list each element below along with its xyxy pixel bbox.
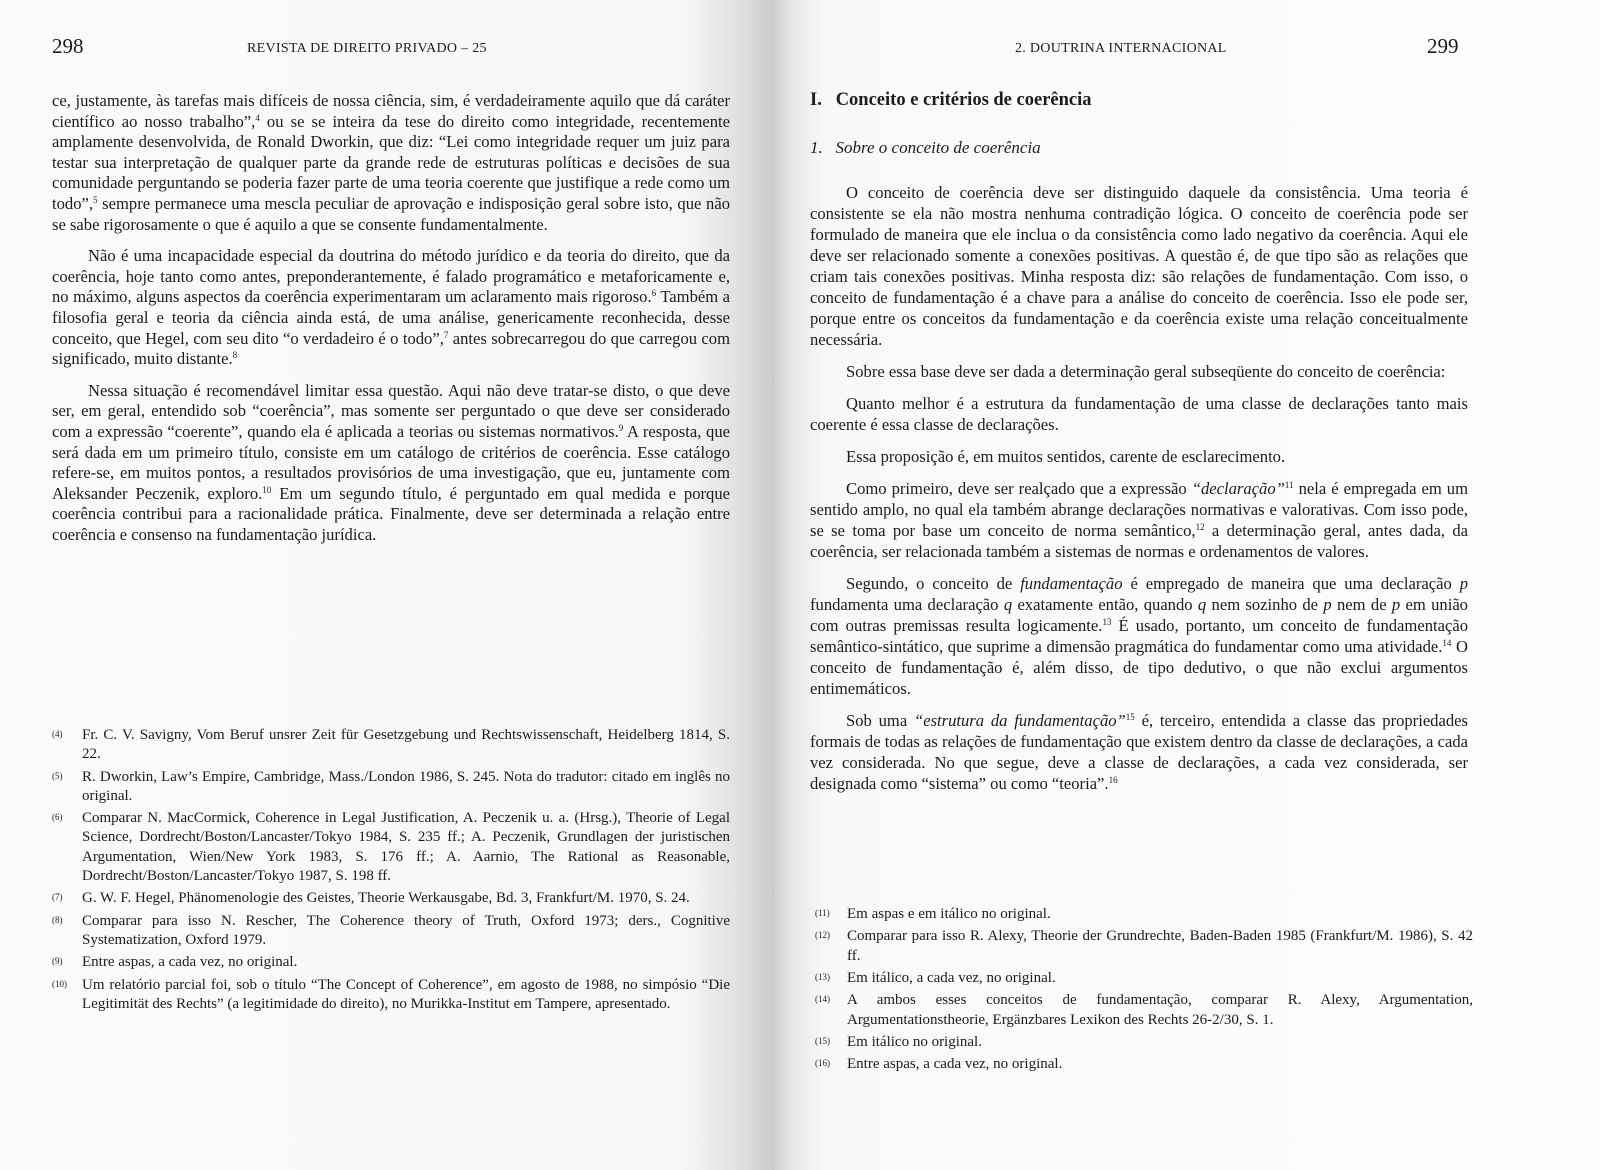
italic-text: p xyxy=(1391,595,1401,614)
paragraph xyxy=(810,182,1468,350)
footnote-text: A ambos esses conceitos de fundamentação, comparar R. Alexy, Argumentation, Argumentationstheorie, Ergänzbares Lexikon des Rechts 26-2/30, S. 1. xyxy=(847,992,1473,1028)
text-run: nem sozinho de xyxy=(1206,595,1324,614)
text-run: A resposta, que será dada em um primeiro título, consiste em um catálogo de critérios de coerência. Esse catálogo refere-se, em muitos pontos, a resultados provisórios de uma investigação, que eu, juntamente com Aleksander Peczenik, exploro. xyxy=(52,421,730,503)
footnote-text: Um relatório parcial foi, sob o título “The Concept of Coherence”, em agosto de 1988, no simpósio “Die Legitimität des Rechts” (a legitimidade do direito), no Murikka-Institut em Tampere, apresentado. xyxy=(82,976,730,1012)
paragraph xyxy=(810,573,1468,699)
text-run: ce, justamente, às tarefas mais difíceis de nossa ciência, sim, é verdadeiramente aquilo que dá caráter científico ao nosso trabalho”, xyxy=(52,91,730,131)
footnote-text: Comparar para isso R. Alexy, Theorie der Grundrechte, Baden-Baden 1985 (Frankfurt/M. 1986), S. 42 ff. xyxy=(847,928,1473,964)
footnote-mark: (5) xyxy=(52,770,63,781)
text-run: Nessa situação é recomendável limitar essa questão. Aqui não deve tratar-se disto, o que deve ser, em geral, entendido sob “coerência”, mas somente ser perguntado o que deve ser considerado com a expressão “coerente”, quando ela é aplicada a teorias ou sistemas normativos. xyxy=(52,380,730,441)
text-run: Em um segundo título, é perguntado em qual medida e porque coerência contribui para a racionalidade prática. Finalmente, deve ser determinada a relação entre coerência e consenso na fundamentação jurídica. xyxy=(52,483,730,544)
paragraph xyxy=(810,478,1468,562)
footnote-mark: (7) xyxy=(52,892,63,903)
paragraph xyxy=(810,446,1468,467)
footnote-ref: 4 xyxy=(255,112,260,123)
footnote-mark: (12) xyxy=(815,930,830,940)
text-run: Não é uma incapacidade especial da doutrina do método jurídico e da teoria do direito, que da coerência, hoje tanto como antes, preponderantemente, é falado programático e metaforicamente e, no máximo, alguns aspectos da coerência experimentaram um aclaramento mais rigoroso. xyxy=(52,246,730,307)
text-run: O conceito de coerência deve ser distinguido daquele da consistência. Uma teoria é consistente se ela não mostra nenhuma contradição lógica. O conceito de coerência pode ser formulado de maneira que ele inclua o da consistência como lado negativo da coerência. Aqui ele deve ser relacionado somente a conexões positivas. A questão é, de que tipo são as relações que criam tais conexões positivas. Minha resposta diz: são relações de fundamentação. Com isso, o conceito de fundamentação é a chave para a análise do conceito de coerência. Isso ele pode ser, porque entre os conceitos da fundamentação e da coerência existe uma relação conceitualmente necessária. xyxy=(810,183,1468,349)
text-run: Essa proposição é, em muitos sentidos, carente de esclarecimento. xyxy=(846,447,1286,466)
footnotes xyxy=(52,726,730,1017)
section-heading: I. Conceito e critérios de coerência xyxy=(810,90,1092,110)
footnote-text: G. W. F. Hegel, Phänomenologie des Geistes, Theorie Werkausgabe, Bd. 3, Frankfurt/M. 1970, S. 24. xyxy=(82,890,690,907)
paragraph xyxy=(810,710,1468,794)
paragraph xyxy=(810,361,1468,382)
text-run: Como primeiro, deve ser realçado que a expressão xyxy=(846,479,1192,498)
text-run: sempre permanece uma mescla peculiar de aprovação e indisposição geral sobre isto, que não se sabe rigorosamente o que é aquilo a que se consente fundamentalmente. xyxy=(52,193,730,234)
italic-text: “declaração” xyxy=(1191,479,1285,498)
footnote-text: Comparar N. MacCormick, Coherence in Legal Justification, A. Peczenik u. a. (Hrsg.), Theorie of Legal Science, Dordrecht/Boston/Lancaster/Tokyo 1984, S. 235 ff.; A. Peczenik, Grundlagen der juristischen Argumentation, Wien/New York 1983, S. 176 ff.; A. Aarnio, The Rational as Reasonable, Dordrecht/Boston/Lancaster/Tokyo 1987, S. 198 ff. xyxy=(82,810,730,885)
running-head: REVISTA DE DIREITO PRIVADO – 25 xyxy=(247,41,487,56)
text-run: Sobre essa base deve ser dada a determinação geral subseqüente do conceito de coerência: xyxy=(846,362,1446,381)
footnote xyxy=(52,726,730,765)
footnote xyxy=(52,912,730,951)
footnote xyxy=(52,976,730,1015)
left-page xyxy=(0,0,775,1170)
text-run: é empregado de maneira que uma declaração xyxy=(1122,574,1460,593)
paragraph xyxy=(52,246,730,370)
body-text xyxy=(52,91,730,556)
italic-text: fundamentação xyxy=(1020,574,1123,593)
footnote-mark: (9) xyxy=(52,956,63,967)
text-run: ou se se inteira da tese do direito como integridade, recentemente amplamente desenvolvida, de Ronald Dworkin, que diz: “Lei como integridade requer um juiz para testar sua interpretação de qualquer parte da grande rede de estruturas políticas e decisões de sua comunidade perguntando se poderia fazer parte de uma teoria coerente que justifique a rede como um todo”, xyxy=(52,111,731,213)
italic-text: p xyxy=(1459,574,1468,593)
footnote-mark: (13) xyxy=(815,972,830,982)
footnote xyxy=(815,1032,1473,1052)
text-run: exatamente então, quando xyxy=(1012,595,1198,614)
footnote-text: Comparar para isso N. Rescher, The Coherence theory of Truth, Oxford 1973; ders., Cognitive Systematization, Oxford 1979. xyxy=(82,912,730,948)
right-page xyxy=(775,0,1600,1170)
footnote-mark: (10) xyxy=(52,978,67,989)
text-run: nem de xyxy=(1331,595,1392,614)
footnote-ref: 16 xyxy=(1108,775,1118,785)
footnote-mark: (6) xyxy=(52,812,63,823)
footnotes xyxy=(815,904,1473,1076)
text-run: É usado, portanto, um conceito de fundamentação semântico-sintático, que suprime a dimensão pragmática do fundamentar como uma atividade. xyxy=(810,616,1468,656)
footnote-text: Em itálico, a cada vez, no original. xyxy=(847,970,1056,986)
italic-text: q xyxy=(1003,595,1013,614)
footnote-text: Entre aspas, a cada vez, no original. xyxy=(82,954,298,971)
footnote-text: Em aspas e em itálico no original. xyxy=(847,906,1051,922)
footnote-ref: 11 xyxy=(1284,480,1294,490)
footnote-ref: 15 xyxy=(1125,712,1135,722)
text-run: Também a filosofia geral e teoria da ciência ainda está, de uma análise, genericamente reconhecida, desse conceito, que Hegel, com seu dito “o verdadeiro é o todo”, xyxy=(52,287,730,348)
text-run: O conceito de fundamentação é, além disso, de tipo dedutivo, o que não exclui argumentos entimemáticos. xyxy=(810,637,1469,698)
text-run: a determinação geral, antes dada, da coerência, ser relacionada também a sistemas de normas e ordenamentos de valores. xyxy=(810,521,1468,561)
footnote-ref: 9 xyxy=(618,422,624,433)
footnote-ref: 5 xyxy=(93,194,98,205)
footnote-mark: (16) xyxy=(815,1058,830,1068)
body-text xyxy=(810,182,1468,805)
running-head: 2. DOUTRINA INTERNACIONAL xyxy=(1015,41,1227,56)
paragraph xyxy=(810,393,1468,435)
text-run: antes sobrecarregou do que carregou com significado, muito distante. xyxy=(52,328,731,369)
footnote-ref: 6 xyxy=(651,288,657,299)
footnote xyxy=(52,889,730,908)
footnote xyxy=(815,926,1473,966)
text-run: Segundo, o conceito de xyxy=(846,574,1021,593)
text-run: em união com outras premissas resulta logicamente. xyxy=(810,595,1468,635)
italic-text: “estrutura da fundamentação” xyxy=(913,711,1126,730)
text-run: nela é empregada em um sentido amplo, no qual ela também abrange declarações normativas e valorativas. Com isso pode, se se toma por base um conceito de norma semântico, xyxy=(810,479,1468,540)
footnote-mark: (14) xyxy=(815,994,830,1004)
text-run: fundamenta uma declaração xyxy=(810,595,1004,614)
footnote xyxy=(52,953,730,972)
footnote-text: Em itálico no original. xyxy=(847,1034,982,1050)
italic-text: p xyxy=(1323,595,1332,614)
footnote-text: R. Dworkin, Law’s Empire, Cambridge, Mass./London 1986, S. 245. Nota do tradutor: citado em inglês no original. xyxy=(82,768,730,804)
footnote-mark: (15) xyxy=(815,1036,830,1046)
page-number: 298 xyxy=(52,34,84,58)
page-number: 299 xyxy=(1427,34,1459,58)
footnote xyxy=(815,1054,1473,1074)
footnote-ref: 12 xyxy=(1195,522,1205,532)
text-run: é, terceiro, entendida a classe das propriedades formais de todas as relações de fundamentação que existem dentro da classe de declarações, a cada vez considerada. No que segue, deve a classe de declarações, a cada vez considerada, ser designada como “sistema” ou como “teoria”. xyxy=(810,711,1468,793)
footnote xyxy=(52,768,730,807)
footnote xyxy=(52,809,730,886)
paragraph xyxy=(52,381,730,546)
footnote-ref: 7 xyxy=(443,329,449,340)
footnote-mark: (4) xyxy=(52,729,63,739)
subsection-heading: 1. Sobre o conceito de coerência xyxy=(810,138,1041,157)
footnote xyxy=(815,968,1473,988)
paragraph xyxy=(52,91,730,235)
text-run: Sob uma xyxy=(846,711,914,730)
footnote-text: Fr. C. V. Savigny, Vom Beruf unsrer Zeit für Gesetzgebung und Rechtswissenschaft, Heidelberg 1814, S. 22. xyxy=(82,727,730,763)
footnote-mark: (11) xyxy=(815,908,830,918)
footnote xyxy=(815,904,1473,924)
footnote xyxy=(815,990,1473,1030)
footnote-ref: 8 xyxy=(232,350,238,361)
italic-text: q xyxy=(1197,595,1207,614)
footnote-text: Entre aspas, a cada vez, no original. xyxy=(847,1056,1063,1072)
footnote-ref: 13 xyxy=(1102,617,1112,627)
footnote-ref: 14 xyxy=(1442,638,1452,648)
text-run: Quanto melhor é a estrutura da fundamentação de uma classe de declarações tanto mais coerente é essa classe de declarações. xyxy=(810,394,1468,434)
footnote-ref: 10 xyxy=(262,484,272,495)
footnote-mark: (8) xyxy=(52,914,63,925)
